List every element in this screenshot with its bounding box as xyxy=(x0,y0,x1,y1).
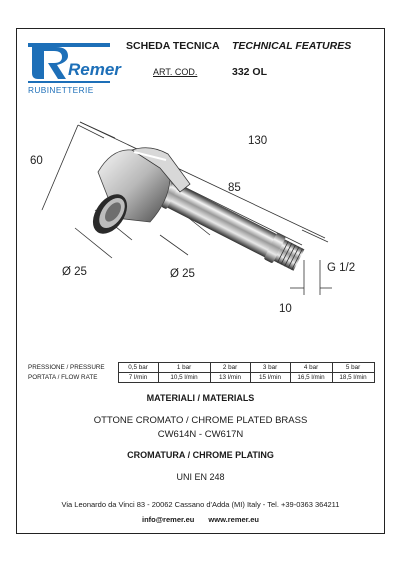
remer-logo xyxy=(24,37,121,95)
flow-cell: 7 l/min xyxy=(118,373,158,383)
dim-thread-label: G 1/2 xyxy=(327,262,356,274)
materials-line-2: CW614N - CW617N xyxy=(157,429,244,440)
flow-cell: 13 l/min xyxy=(210,373,250,383)
flow-row xyxy=(26,373,374,383)
plating-heading: CROMATURA / CHROME PLATING xyxy=(127,450,274,460)
flow-cell: 18,5 l/min xyxy=(332,373,374,383)
title-english: TECHNICAL FEATURES xyxy=(232,40,352,52)
dim-diameter-body-label: Ø 25 xyxy=(170,268,195,280)
dim-130-label: 130 xyxy=(248,135,268,147)
flow-cell: 10,5 l/min xyxy=(158,373,210,383)
article-code-label: ART. COD. xyxy=(153,67,198,77)
plating-norm: UNI EN 248 xyxy=(176,472,225,482)
pressure-flow-table xyxy=(26,362,375,383)
dim-85-label: 85 xyxy=(228,182,241,194)
dim-thread-length-label: 10 xyxy=(279,303,292,315)
website-link[interactable]: www.remer.eu xyxy=(208,515,259,524)
article-code-value: 332 OL xyxy=(232,66,268,78)
brand-subtitle: RUBINETTERIE xyxy=(28,85,94,95)
pressure-cell: 5 bar xyxy=(332,363,374,373)
pressure-cell: 3 bar xyxy=(250,363,290,373)
pressure-cell: 0,5 bar xyxy=(118,363,158,373)
flow-cell: 15 l/min xyxy=(250,373,290,383)
flow-cell: 16,5 l/min xyxy=(290,373,332,383)
dim-diameter-head-label: Ø 25 xyxy=(62,266,87,278)
dim-60-label: 60 xyxy=(30,155,43,167)
pressure-cell: 2 bar xyxy=(210,363,250,373)
brand-wordmark: Remer xyxy=(68,60,121,79)
pressure-cell: 1 bar xyxy=(158,363,210,373)
technical-drawing xyxy=(20,110,380,325)
pressure-cell: 4 bar xyxy=(290,363,332,373)
materials-heading: MATERIALI / MATERIALS xyxy=(146,393,255,403)
dim-60-line xyxy=(42,125,104,210)
title-italian: SCHEDA TECNICA xyxy=(126,40,220,52)
pressure-row xyxy=(26,363,374,373)
company-address: Via Leonardo da Vinci 83 - 20062 Cassano d'Adda (MI) Italy - Tel. +39-0363 364211 xyxy=(61,500,340,509)
pressure-label: PRESSIONE / PRESSURE xyxy=(28,364,105,371)
materials-line-1: OTTONE CROMATO / CHROME PLATED BRASS xyxy=(93,415,308,426)
email-link[interactable]: info@remer.eu xyxy=(142,515,195,524)
contacts xyxy=(16,515,385,524)
flow-label: PORTATA / FLOW RATE xyxy=(28,374,98,381)
